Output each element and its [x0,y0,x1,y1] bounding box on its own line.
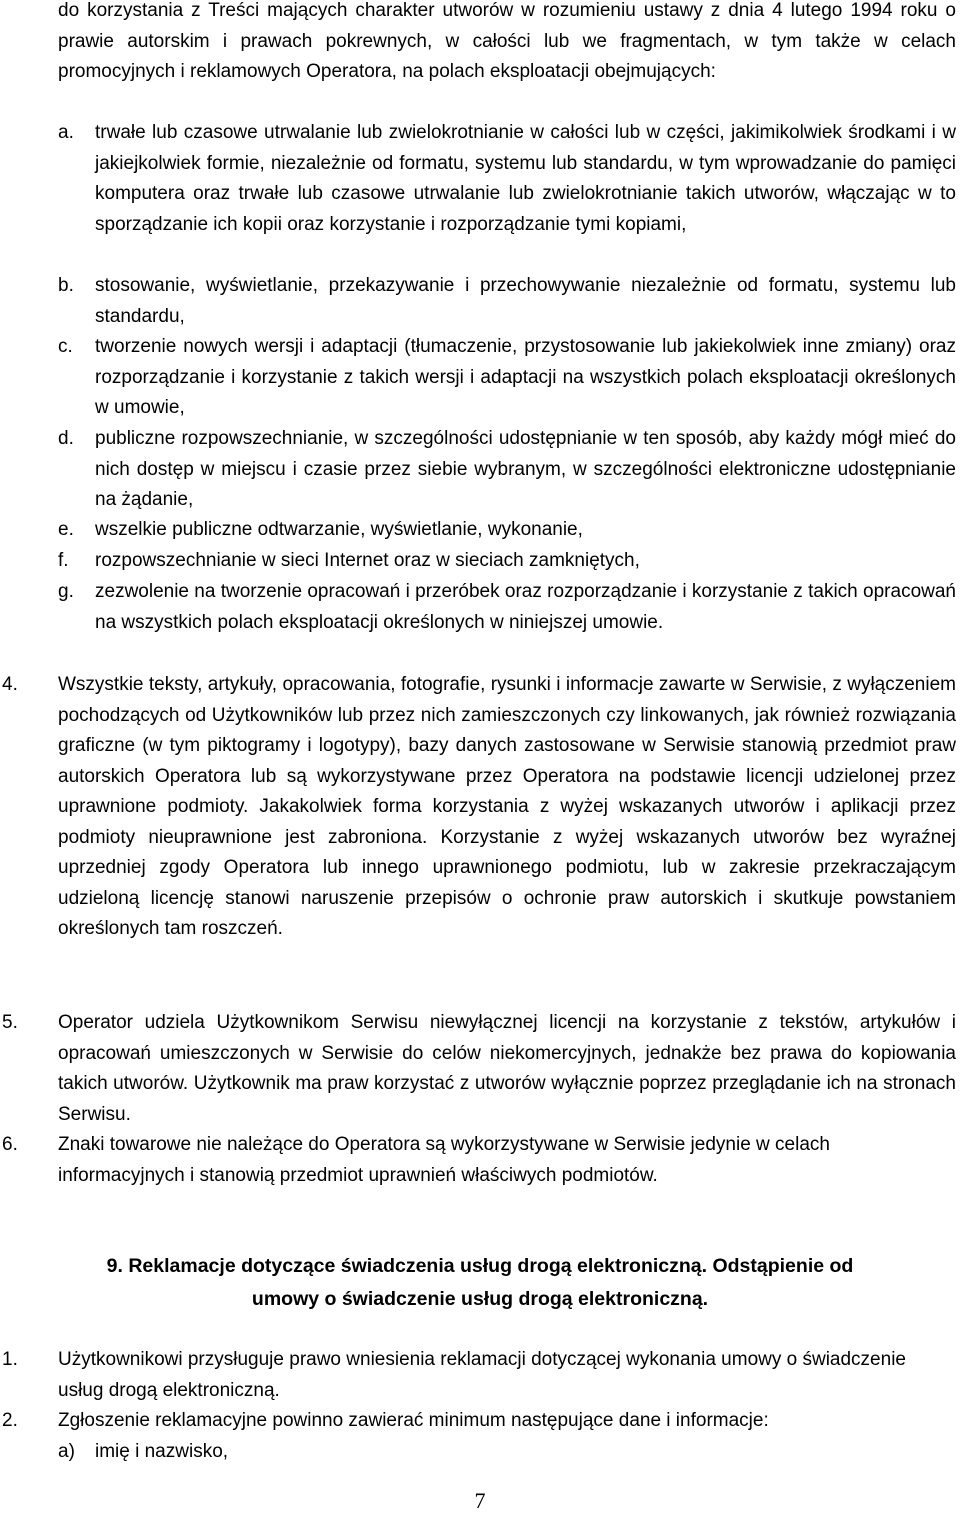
subitem-text-f: rozpowszechnianie w sieci Internet oraz w sieciach zamkniętych, [95,550,640,571]
subitem-label-e: e. [58,519,74,540]
point-label-5: 5. [2,1012,18,1033]
subitem-text-d: publiczne rozpowszechnianie, w szczególności udostępnianie w ten sposób, aby każdy mógł mieć do nich dostęp w miejscu i czasie przez siebie wybranym, w szczególności elektroniczne udostępnianie na żądanie, [95,428,956,510]
section-point-label-2: 2. [2,1410,18,1431]
point-text-4: Wszystkie teksty, artykuły, opracowania, fotografie, rysunki i informacje zawarte w Serwisie, z wyłączeniem pochodzących od Użytkowników lub przez nich zamieszczonych czy linkowanych, jak również rozwiązania graficzne (w tym piktogramy i logotypy), bazy danych zastosowane w Serwisie stanowią przedmiot praw autorskich Operatora lub są wykorzystywane przez Operatora na podstawie licencji udzielonej przez uprawnione podmioty. Jakakolwiek forma korzystania z wyżej wskazanych utworów i aplikacji przez podmioty nieuprawnione jest zabroniona. Korzystanie z wyżej wskazanych utworów bez wyraźnej uprzedniej zgody Operatora lub innego uprawnionego podmiotu, lub w zakresie przekraczającym udzieloną licencję stanowi naruszenie przepisów o ochronie praw autorskich i skutkuje powstaniem określonych tam roszczeń. [58,674,956,939]
section-point-text-2: Zgłoszenie reklamacyjne powinno zawierać minimum następujące dane i informacje: [58,1410,769,1431]
subitem-text-a: trwałe lub czasowe utrwalanie lub zwielokrotnianie w całości lub w części, jakimikolwiek środkami i w jakiejkolwiek formie, niezależnie od formatu, systemu lub standardu, w tym wprowadzanie do pamięci komputera oraz trwałe lub czasowe utrwalanie lub zwielokrotnianie takich utworów, włączając w to sporządzanie ich kopii oraz korzystanie i rozporządzanie tymi kopiami, [95,122,956,235]
subitem-label-b: b. [58,275,74,296]
section-heading-line2: umowy o świadczenie usług drogą elektroniczną. [251,1288,709,1310]
section-heading-line1: 9. Reklamacje dotyczące świadczenia usług drogą elektroniczną. Odstąpienie od [106,1255,854,1277]
subitem-text-b: stosowanie, wyświetlanie, przekazywanie i przechowywanie niezależnie od formatu, systemu lub standardu, [95,275,956,327]
subitem-label-a: a. [58,122,74,143]
point-text-6: Znaki towarowe nie należące do Operatora są wykorzystywane w Serwisie jedynie w celach informacyjnych i stanowią przedmiot uprawnień właściwych podmiotów. [58,1134,830,1186]
subitem-text-c: tworzenie nowych wersji i adaptacji (tłumaczenie, przystosowanie lub jakiekolwiek inne zmiany) oraz rozporządzanie i korzystanie z takich wersji i adaptacji na wszystkich polach eksploatacji określonych w umowie, [95,336,956,418]
subitem-label-f: f. [58,550,69,571]
page-number: 7 [474,1488,486,1513]
section-point-text-1: Użytkownikowi przysługuje prawo wniesienia reklamacji dotyczącej wykonania umowy o świadczenie usług drogą elektroniczną. [58,1349,906,1401]
point-text-5: Operator udziela Użytkownikom Serwisu niewyłącznej licencji na korzystanie z tekstów, artykułów i opracowań umieszczonych w Serwisie do celów niekomercyjnych, jednakże bez prawa do kopiowania takich utworów. Użytkownik ma praw korzystać z utworów wyłącznie poprzez przeglądanie ich na stronach Serwisu. [58,1012,956,1125]
subitem-text-g: zezwolenie na tworzenie opracowań i przeróbek oraz rozporządzanie i korzystanie z takich opracowań na wszystkich polach eksploatacji określonych w niniejszej umowie. [95,581,956,633]
intro-paragraph: do korzystania z Treści mających charakter utworów w rozumieniu ustawy z dnia 4 lutego 1994 roku o prawie autorskim i prawach pokrewnych, w całości lub we fragmentach, w tym także w celach promocyjnych i reklamowych Operatora, na polach eksploatacji obejmujących: [58,0,956,82]
subitem-label-d: d. [58,428,74,449]
section-subitem-text-a: imię i nazwisko, [95,1441,229,1462]
subitem-label-c: c. [58,336,73,357]
subitem-label-g: g. [58,581,74,602]
section-point-label-1: 1. [2,1349,18,1370]
point-label-6: 6. [2,1134,18,1155]
section-subitem-label-a: a) [58,1441,75,1462]
point-label-4: 4. [2,674,18,695]
subitem-text-e: wszelkie publiczne odtwarzanie, wyświetlanie, wykonanie, [95,519,583,540]
